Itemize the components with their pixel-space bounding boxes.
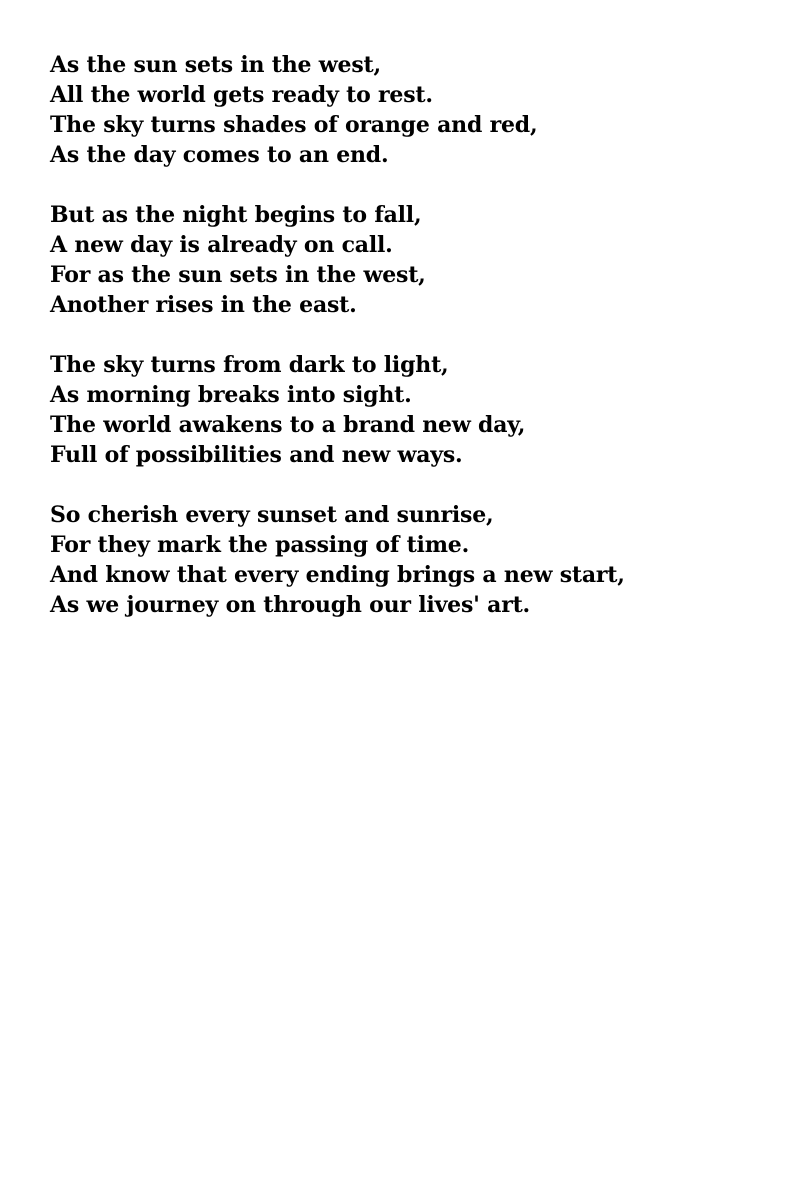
poem-line: As morning breaks into sight.	[50, 382, 412, 408]
stanza-4	[50, 500, 770, 620]
poem-line: The world awakens to a brand new day,	[50, 412, 526, 438]
poem-line: Full of possibilities and new ways.	[50, 442, 463, 468]
poem-line: And know that every ending brings a new start,	[50, 562, 625, 588]
stanza-2	[50, 200, 770, 320]
poem-line: So cherish every sunset and sunrise,	[50, 502, 494, 528]
poem-line: A new day is already on call.	[50, 232, 393, 258]
poem-line: As we journey on through our lives' art.	[50, 592, 531, 618]
poem-line: For they mark the passing of time.	[50, 532, 470, 558]
stanza-3	[50, 350, 770, 470]
poem-line: As the day comes to an end.	[50, 142, 389, 168]
poem-line: But as the night begins to fall,	[50, 202, 422, 228]
poem-line: All the world gets ready to rest.	[50, 82, 433, 108]
poem-line: For as the sun sets in the west,	[50, 262, 426, 288]
poem	[50, 50, 770, 650]
stanza-1	[50, 50, 770, 170]
poem-line: The sky turns from dark to light,	[50, 352, 449, 378]
poem-line: Another rises in the east.	[50, 292, 357, 318]
poem-line: The sky turns shades of orange and red,	[50, 112, 538, 138]
poem-line: As the sun sets in the west,	[50, 52, 381, 78]
